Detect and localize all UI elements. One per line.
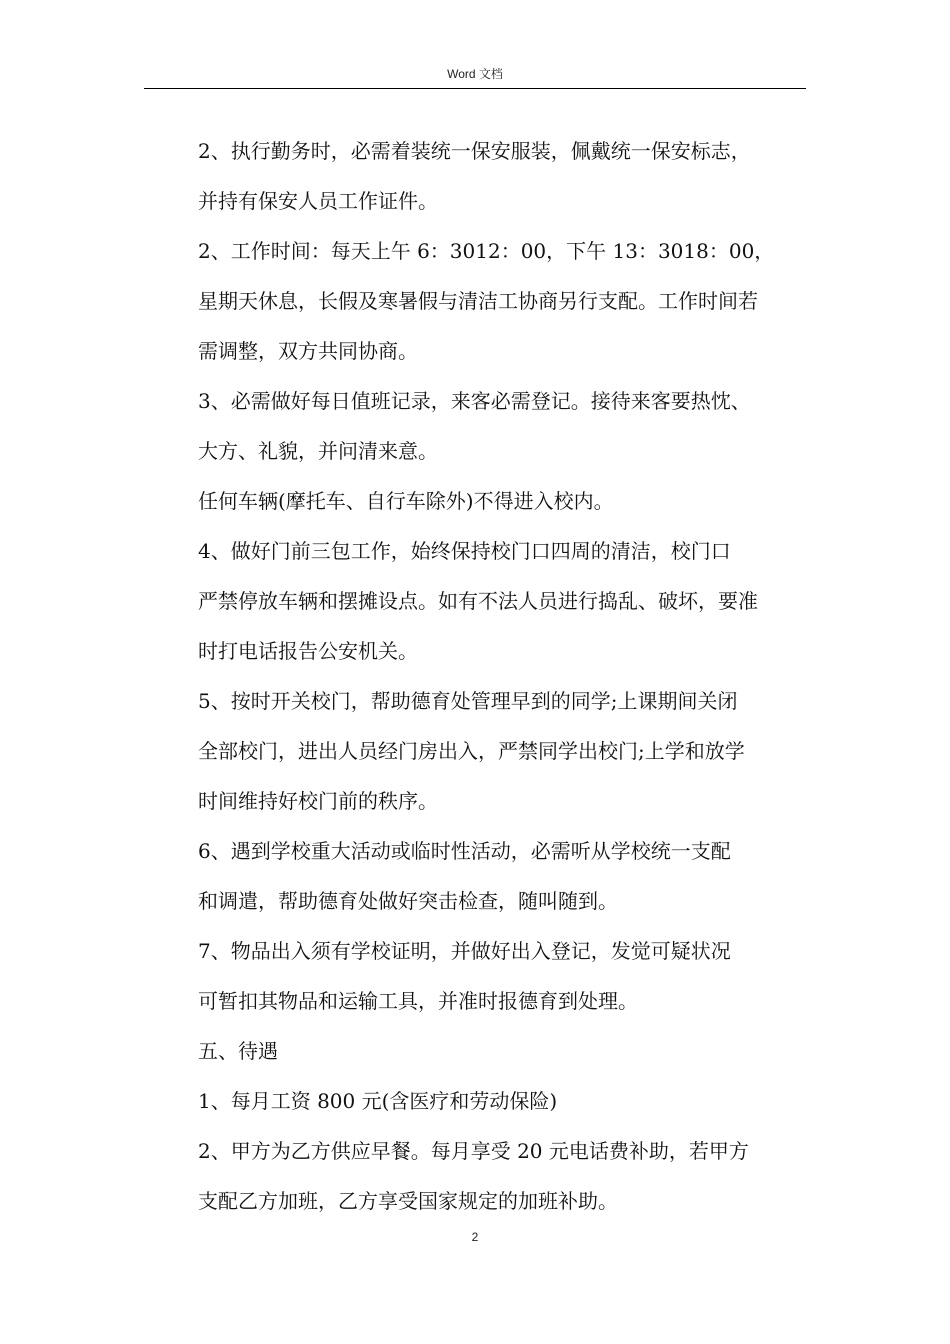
paragraph-line: 1、每月工资 800 元(含医疗和劳动保险) [198,1089,558,1113]
paragraph-10 [178,1076,808,1126]
document-body [178,126,808,1226]
paragraph-3 [178,376,808,476]
paragraph-line: 严禁停放车辆和摆摊设点。如有不法人员进行捣乱、破坏，要准 [198,589,758,613]
paragraph-5 [178,526,808,676]
paragraph-line: 3、必需做好每日值班记录，来客必需登记。接待来客要热忱、 [198,389,751,413]
paragraph-1 [178,126,808,226]
paragraph-11 [178,1126,808,1226]
paragraph-line: 任何车辆(摩托车、自行车除外)不得进入校内。 [198,489,614,513]
paragraph-line: 需调整，双方共同协商。 [198,339,418,363]
paragraph-line: 2、工作时间：每天上午 6：3012：00，下午 13：3018：00， [198,239,775,263]
section-heading-benefits [178,1026,808,1076]
page-header-title: Word 文档 [447,67,503,81]
header-divider [144,88,806,89]
paragraph-line: 大方、礼貌，并问清来意。 [198,439,438,463]
paragraph-7 [178,826,808,926]
paragraph-line: 7、物品出入须有学校证明，并做好出入登记，发觉可疑状况 [198,939,731,963]
paragraph-4 [178,476,808,526]
paragraph-8 [178,926,808,1026]
paragraph-line: 可暂扣其物品和运输工具，并准时报德育到处理。 [198,989,638,1013]
paragraph-line: 2、执行勤务时，必需着装统一保安服装，佩戴统一保安标志， [198,139,751,163]
page-number: 2 [471,1230,479,1244]
paragraph-line: 星期天休息，长假及寒暑假与清洁工协商另行支配。工作时间若 [198,289,758,313]
paragraph-line: 五、待遇 [198,1039,278,1063]
paragraph-line: 时打电话报告公安机关。 [198,639,418,663]
paragraph-line: 全部校门，进出人员经门房出入，严禁同学出校门;上学和放学 [198,739,745,763]
paragraph-line: 时间维持好校门前的秩序。 [198,789,438,813]
paragraph-line: 和调遣，帮助德育处做好突击检查，随叫随到。 [198,889,618,913]
paragraph-line: 6、遇到学校重大活动或临时性活动，必需听从学校统一支配 [198,839,731,863]
paragraph-6 [178,676,808,826]
paragraph-line: 支配乙方加班，乙方享受国家规定的加班补助。 [198,1189,618,1213]
paragraph-line: 4、做好门前三包工作，始终保持校门口四周的清洁，校门口 [198,539,731,563]
paragraph-line: 2、甲方为乙方供应早餐。每月享受 20 元电话费补助，若甲方 [198,1139,749,1163]
paragraph-line: 5、按时开关校门，帮助德育处管理早到的同学;上课期间关闭 [198,689,738,713]
paragraph-line: 并持有保安人员工作证件。 [198,189,438,213]
paragraph-2 [178,226,808,376]
